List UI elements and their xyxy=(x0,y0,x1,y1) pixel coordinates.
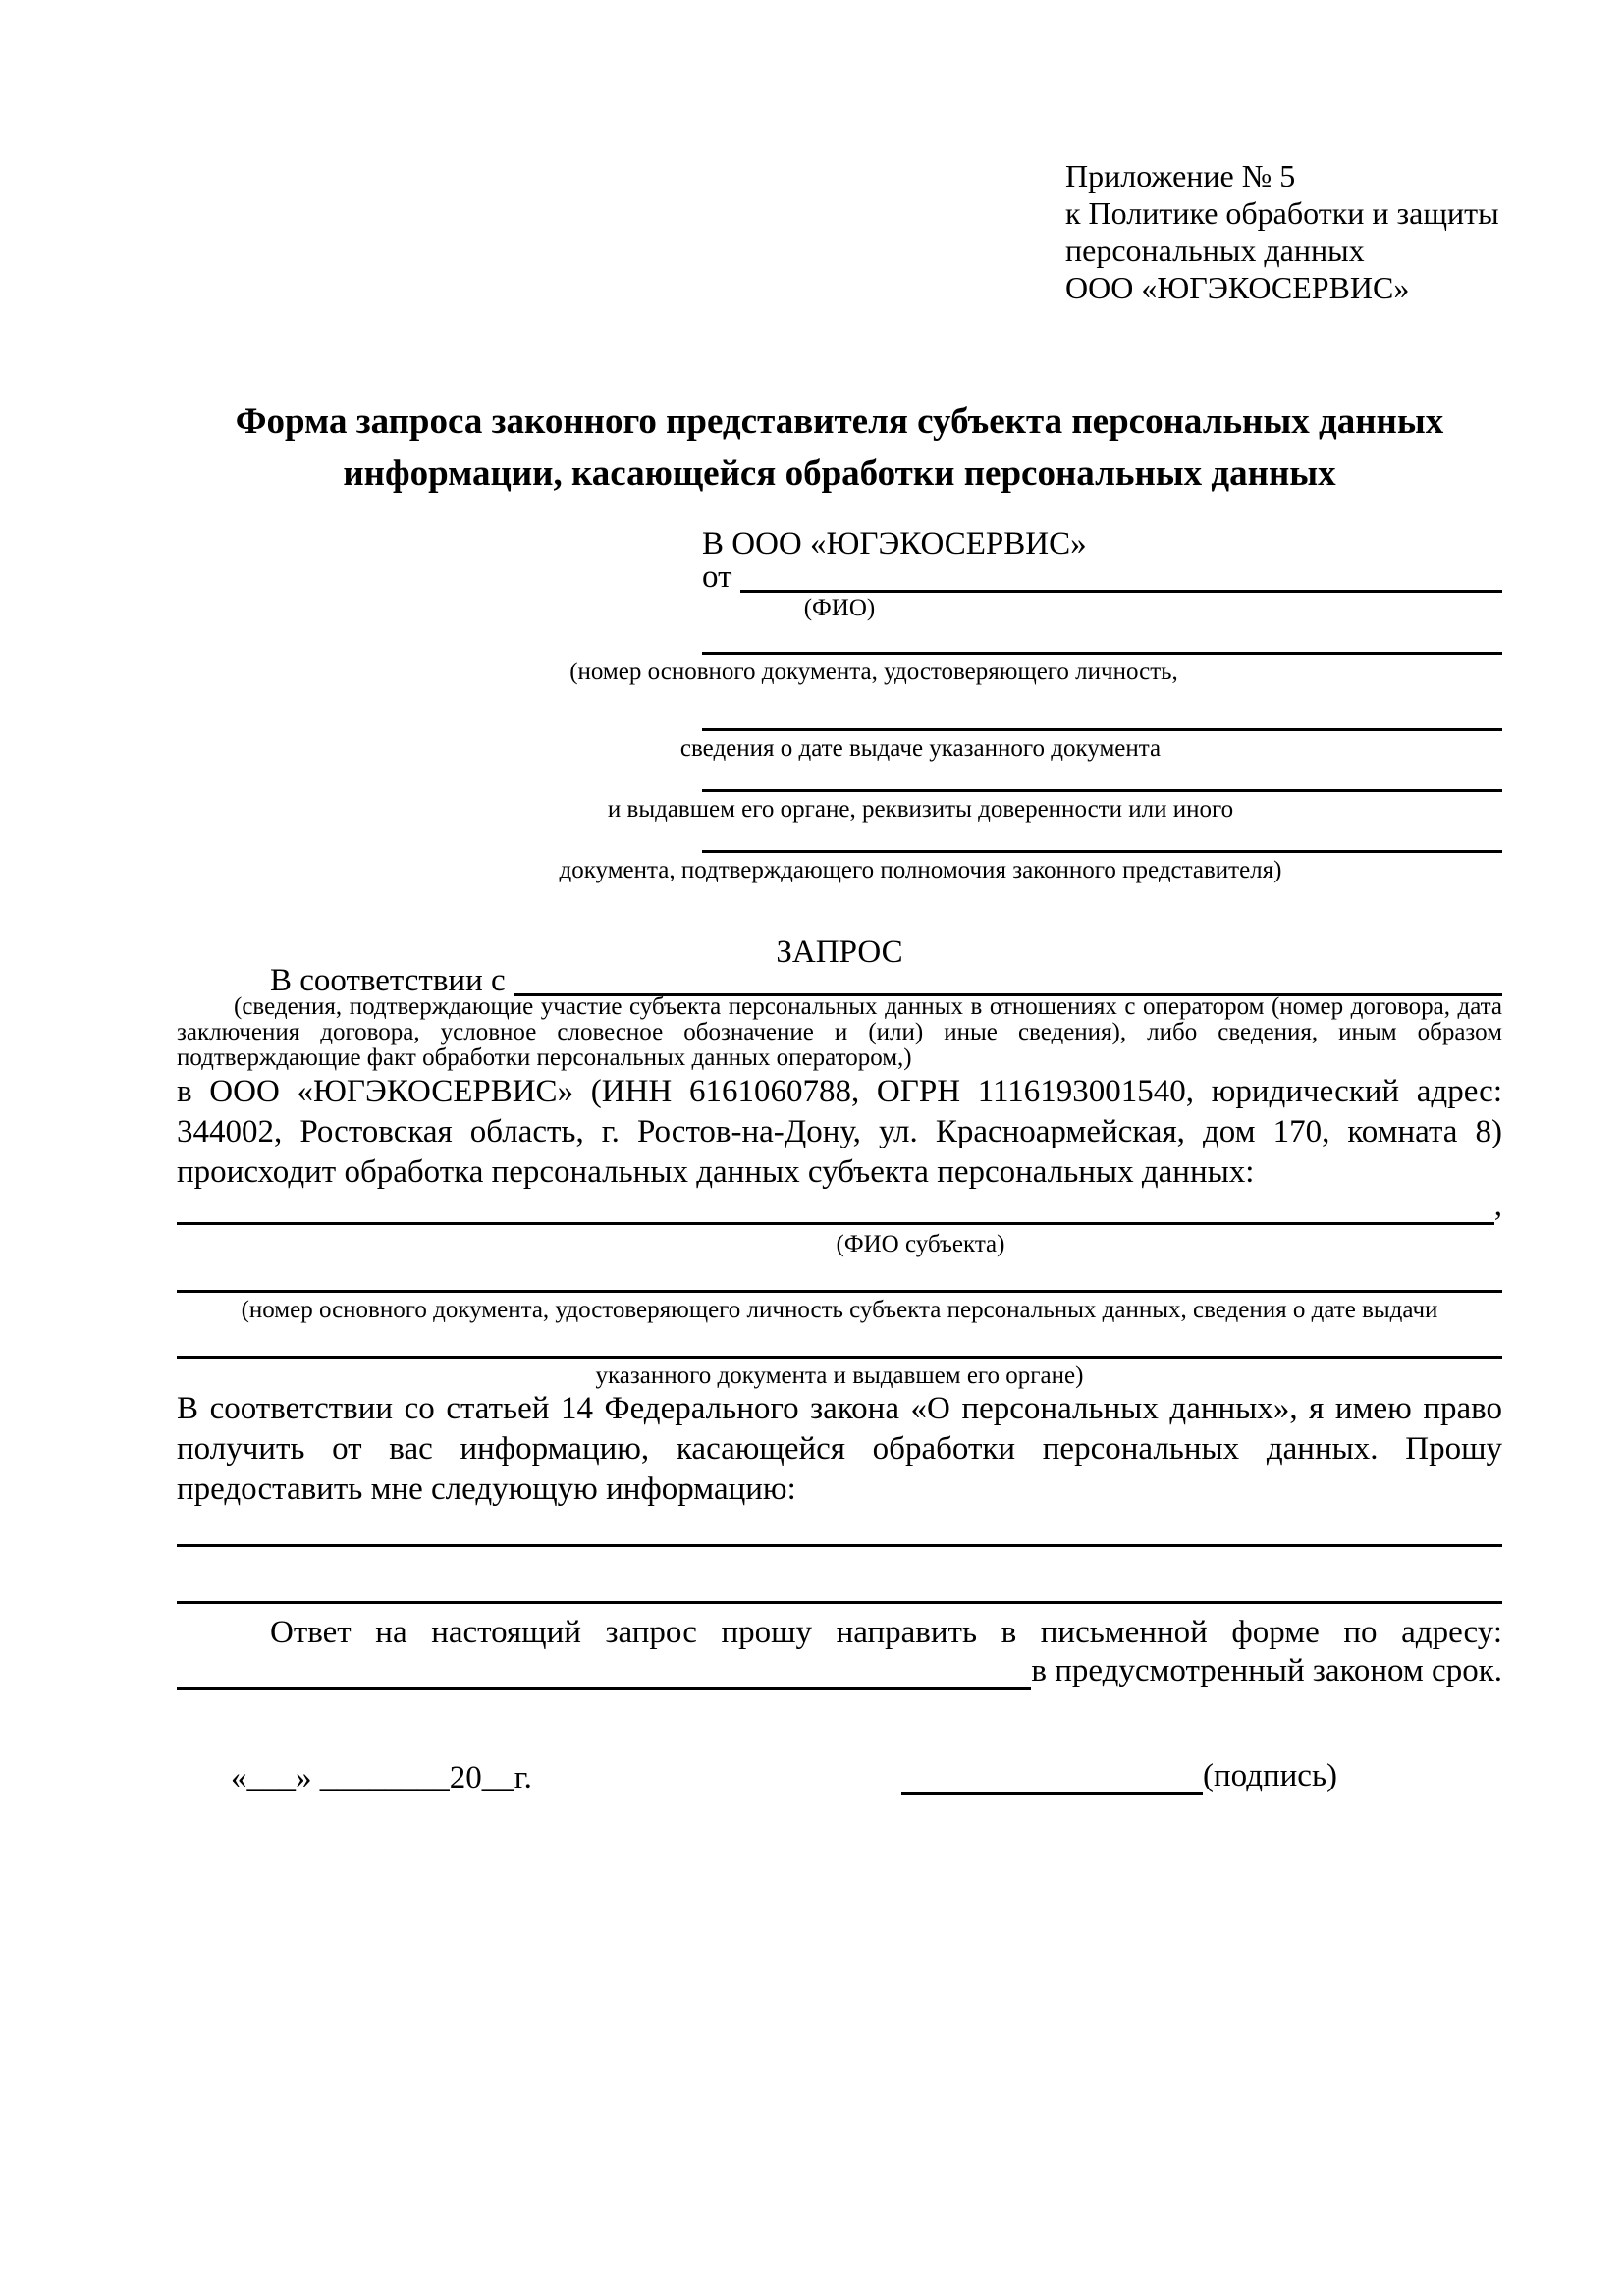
accordance-row xyxy=(177,963,1502,996)
info-blank-line-2 xyxy=(177,1601,1502,1604)
doc-caption-4: документа, подтверждающего полномочия законного представителя) xyxy=(559,857,1282,883)
addressee-to: В ООО «ЮГЭКОСЕРВИС» xyxy=(702,526,1087,561)
date-blank: «___» ________20__г. xyxy=(231,1760,532,1795)
appendix-line-1: Приложение № 5 xyxy=(1065,158,1296,193)
doc-blank-line-3 xyxy=(702,789,1502,792)
subject-doc-blank-line-2 xyxy=(177,1356,1502,1359)
accordance-blank-line xyxy=(514,963,1502,996)
from-label: от xyxy=(702,560,732,595)
reply-address-blank-line xyxy=(177,1653,1031,1690)
info-blank-line-1 xyxy=(177,1544,1502,1547)
doc-blank-line-4 xyxy=(702,850,1502,853)
subject-doc-caption-2: указанного документа и выдавшем его органе) xyxy=(595,1362,1084,1389)
subject-line-comma: , xyxy=(1493,1188,1502,1223)
subject-doc-blank-line-1 xyxy=(177,1290,1502,1293)
subject-name-row xyxy=(177,1188,1502,1225)
fio-caption: (ФИО) xyxy=(803,595,876,621)
doc-blank-line-1 xyxy=(702,652,1502,655)
subject-name-blank-line xyxy=(177,1188,1494,1225)
operator-paragraph: в ООО «ЮГЭКОСЕРВИС» (ИНН 6161060788, ОГРН 1116193001540, юридический адрес: 344002, Ростовская область, г. Ростов-на-Дону, ул. Красноармейская, дом 170, комната 8) происходит обработка персональных данных субъекта персональных данных: xyxy=(177,1074,1502,1190)
appendix-block xyxy=(1065,157,1499,306)
appendix-line-3: персональных данных xyxy=(1065,233,1365,268)
doc-blank-line-2 xyxy=(702,728,1502,731)
signature-caption: (подпись) xyxy=(1203,1758,1337,1793)
law-paragraph: В соответствии со статьей 14 Федерального закона «О персональных данных», я имею право получить от вас информацию, касающейся обработки персональных данных. Прошу предоставить мне следующую информацию: xyxy=(177,1391,1502,1507)
request-heading: ЗАПРОС xyxy=(776,934,903,970)
doc-caption-3: и выдавшем его органе, реквизиты доверенности или иного xyxy=(607,796,1234,823)
accordance-label: В соответствии с xyxy=(270,963,506,998)
document-title: Форма запроса законного представителя субъекта персональных данных информации, касающейся обработки персональных данных xyxy=(235,401,1444,494)
footnote-paragraph: (сведения, подтверждающие участие субъекта персональных данных в отношениях с оператором (номер договора, дата заключения договора, условное словесное обозначение и (или) иные сведения), либо сведения, иным образом подтверждающие факт обработки персональных данных оператором,) xyxy=(177,993,1502,1071)
signature-blank-line xyxy=(901,1758,1203,1795)
from-row xyxy=(702,560,1502,593)
reply-sentence-line2: в предусмотренный законом срок. xyxy=(1031,1653,1502,1688)
doc-caption-2: сведения о дате выдаче указанного документа xyxy=(679,735,1162,762)
from-blank-line xyxy=(740,560,1503,593)
subject-doc-caption-1: (номер основного документа, удостоверяющего личность субъекта персональных данных, сведения о дате выдачи xyxy=(241,1297,1438,1323)
reply-address-row xyxy=(177,1653,1502,1690)
doc-caption-1: (номер основного документа, удостоверяющего личность, xyxy=(569,659,1178,685)
signature-row xyxy=(901,1758,1337,1795)
appendix-line-2: к Политике обработки и защиты xyxy=(1065,195,1499,231)
subject-fio-caption: (ФИО субъекта) xyxy=(836,1231,1005,1257)
appendix-line-4: ООО «ЮГЭКОСЕРВИС» xyxy=(1065,270,1410,305)
reply-sentence-line1: Ответ на настоящий запрос прошу направить в письменной форме по адресу: xyxy=(270,1615,1502,1650)
